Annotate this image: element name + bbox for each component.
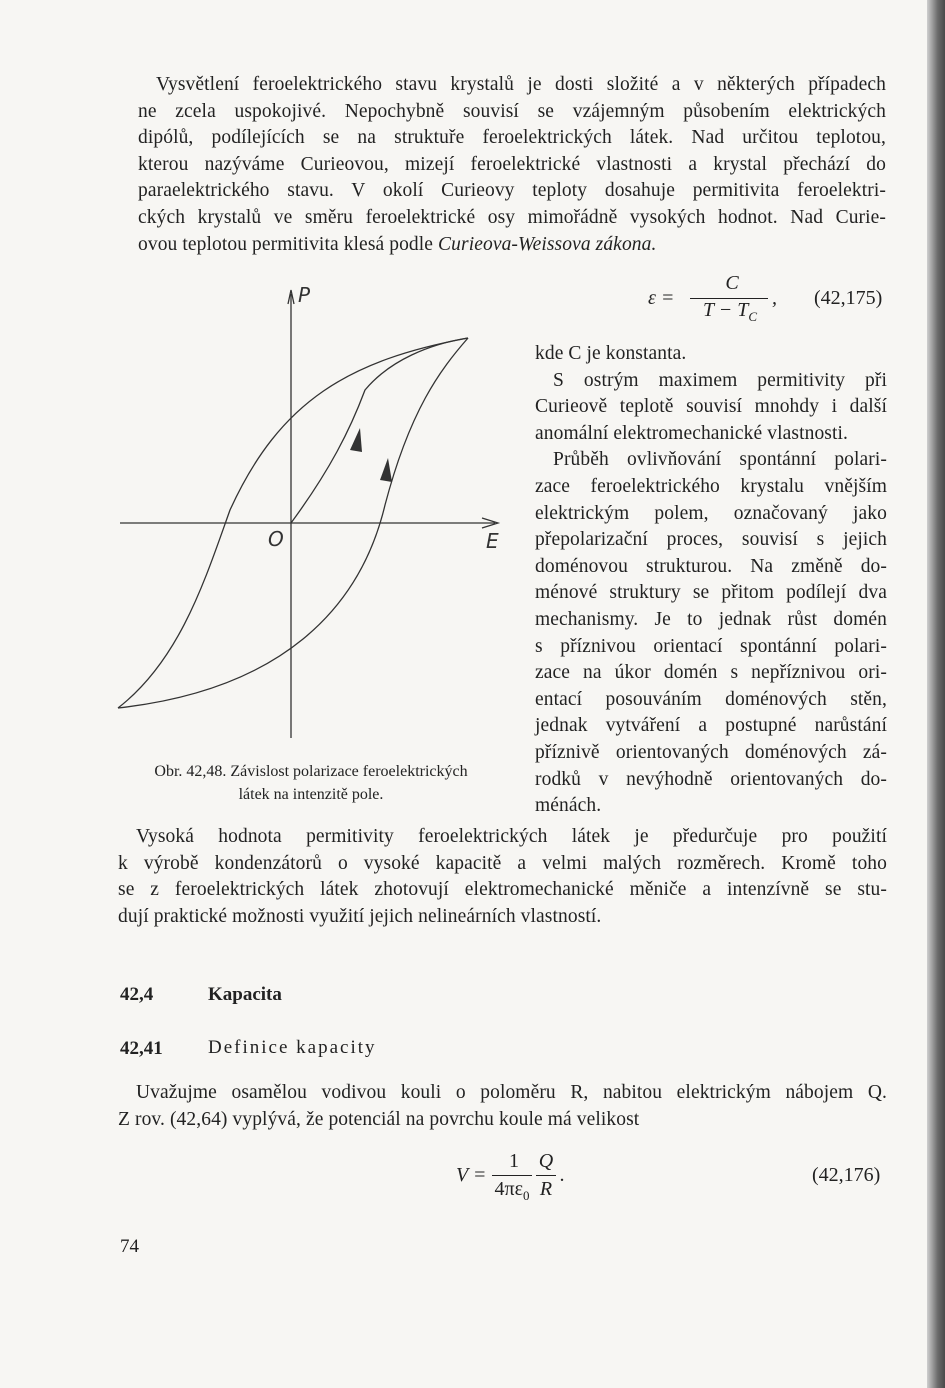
text-line: S ostrým maximem permitivity při xyxy=(553,369,887,391)
text-line: přepolarizační proces, souvisí s jejich xyxy=(535,529,887,551)
figure-caption xyxy=(120,760,502,806)
text-line: Vysvětlení feroelektrického stavu krystalů je dosti složité a v některých případech xyxy=(156,74,886,95)
axis-label-e: E xyxy=(486,529,499,553)
subsection-title: Definice kapacity xyxy=(208,1037,377,1058)
text-line: ckých krystalů ve směru feroelektrické osy mimořádně vysokých hodnot. Nad Curie- xyxy=(138,206,886,228)
intro-paragraph xyxy=(138,72,886,258)
text-line: zace feroelektrického krystalu vnějším xyxy=(535,475,887,497)
text-line: entací posouváním doménových stěn, xyxy=(535,688,887,710)
caption-line: látek na intenzitě pole. xyxy=(238,786,384,803)
text-line: ovou teplotou permitivita klesá podle Curieova-Weissova zákona. xyxy=(138,233,657,255)
eq-175-lhs: ε = xyxy=(648,287,675,309)
origin-label: O xyxy=(268,527,284,551)
arrow-virgin xyxy=(350,428,362,452)
text-line: ne zcela uspokojivé. Nepochybně souvisí se vzájemným působením elektrických xyxy=(138,100,886,122)
eq-176-number: (42,176) xyxy=(812,1164,881,1186)
section-title: Kapacita xyxy=(208,984,282,1005)
section-number: 42,4 xyxy=(120,984,154,1005)
eq-175-denominator: $T - T_C$ xyxy=(702,299,758,324)
text-line: paraelektrického stavu. V okolí Curieovy teploty dosahuje permitivita feroelektri- xyxy=(138,180,886,202)
text-line: Uvažujme osamělou vodivou kouli o poloměru R, nabitou elektrickým nábojem Q. xyxy=(136,1082,887,1103)
text-line: k výrobě kondenzátorů o vysoké kapacitě a velmi malých rozměrech. Kromě toho xyxy=(118,852,887,874)
text-line: ménové struktury se přitom podílejí dva xyxy=(535,582,887,604)
axis-label-p: P xyxy=(298,283,311,307)
text-line: doménovou strukturou. Na změně do- xyxy=(535,555,887,577)
text-line: ménách. xyxy=(535,795,602,817)
eq-176-num1: 1 xyxy=(509,1150,519,1172)
eq-176-num2: Q xyxy=(538,1150,554,1172)
text-line: rodků v nevýhodně orientovaných do- xyxy=(535,768,887,790)
text-line: Průběh ovlivňování spontánní polari- xyxy=(553,449,887,471)
text-line: zace na úkor domén s nepříznivou ori- xyxy=(535,662,887,684)
virgin-curve xyxy=(291,338,468,523)
right-column-text xyxy=(535,341,887,820)
text-line: se z feroelektrických látek zhotovují elektromechanické měniče a intenzívně se stu- xyxy=(118,879,887,901)
text-line: anomální elektromechanické vlastnosti. xyxy=(535,422,848,444)
eq-176-period: . xyxy=(560,1164,565,1186)
eq-176-den1: $4\pi\varepsilon_0$ xyxy=(494,1178,530,1203)
arrow-branch xyxy=(380,458,392,482)
page-number: 74 xyxy=(120,1236,139,1257)
text-line: příznivě orientovaných doménových zá- xyxy=(535,741,887,763)
text-line: jednak vytváření a postupné narůstání xyxy=(535,715,887,737)
text-line: Vysoká hodnota permitivity feroelektrických látek je předurčuje pro použití xyxy=(136,826,887,847)
text-line: dují praktické možnosti využití jejich nelineárních vlastností. xyxy=(118,905,602,927)
hysteresis-figure xyxy=(110,280,510,750)
eq-176-bar1 xyxy=(492,1175,532,1176)
paragraph-2 xyxy=(118,824,887,930)
text-line: kterou nazýváme Curieovou, mizejí feroelektrické vlastnosti a krystal přechází do xyxy=(138,153,886,175)
page-edge-shadow xyxy=(927,0,945,1388)
eq-176-den2: R xyxy=(539,1178,553,1200)
paragraph-3 xyxy=(118,1080,887,1133)
text-line: Z rov. (42,64) vyplývá, že potenciál na povrchu koule má velikost xyxy=(118,1108,640,1130)
law-name: Curieova-Weissova zákona. xyxy=(438,233,657,255)
text-line: mechanismy. Je to jednak růst domén xyxy=(535,608,887,630)
text-line: s příznivou orientací spontánní polari- xyxy=(535,635,887,657)
caption-line: Obr. 42,48. Závislost polarizace feroelektrických xyxy=(154,763,468,780)
text-line: elektrickým polem, označovaný jako xyxy=(535,502,887,524)
eq-175-number: (42,175) xyxy=(814,287,883,309)
eq-175-comma: , xyxy=(772,287,777,309)
text-line: kde C je konstanta. xyxy=(535,343,687,364)
eq-176-lhs: V = xyxy=(456,1164,487,1186)
text-line: Curieově teplotě souvisí mnohdy i další xyxy=(535,396,887,418)
eq-175-numerator: C xyxy=(725,272,739,294)
text-line: dipólů, podílejících se na struktuře feroelektrických látek. Nad určitou teplotou, xyxy=(138,127,886,149)
subsection-number: 42,41 xyxy=(120,1038,163,1059)
eq-176-bar2 xyxy=(536,1175,556,1176)
